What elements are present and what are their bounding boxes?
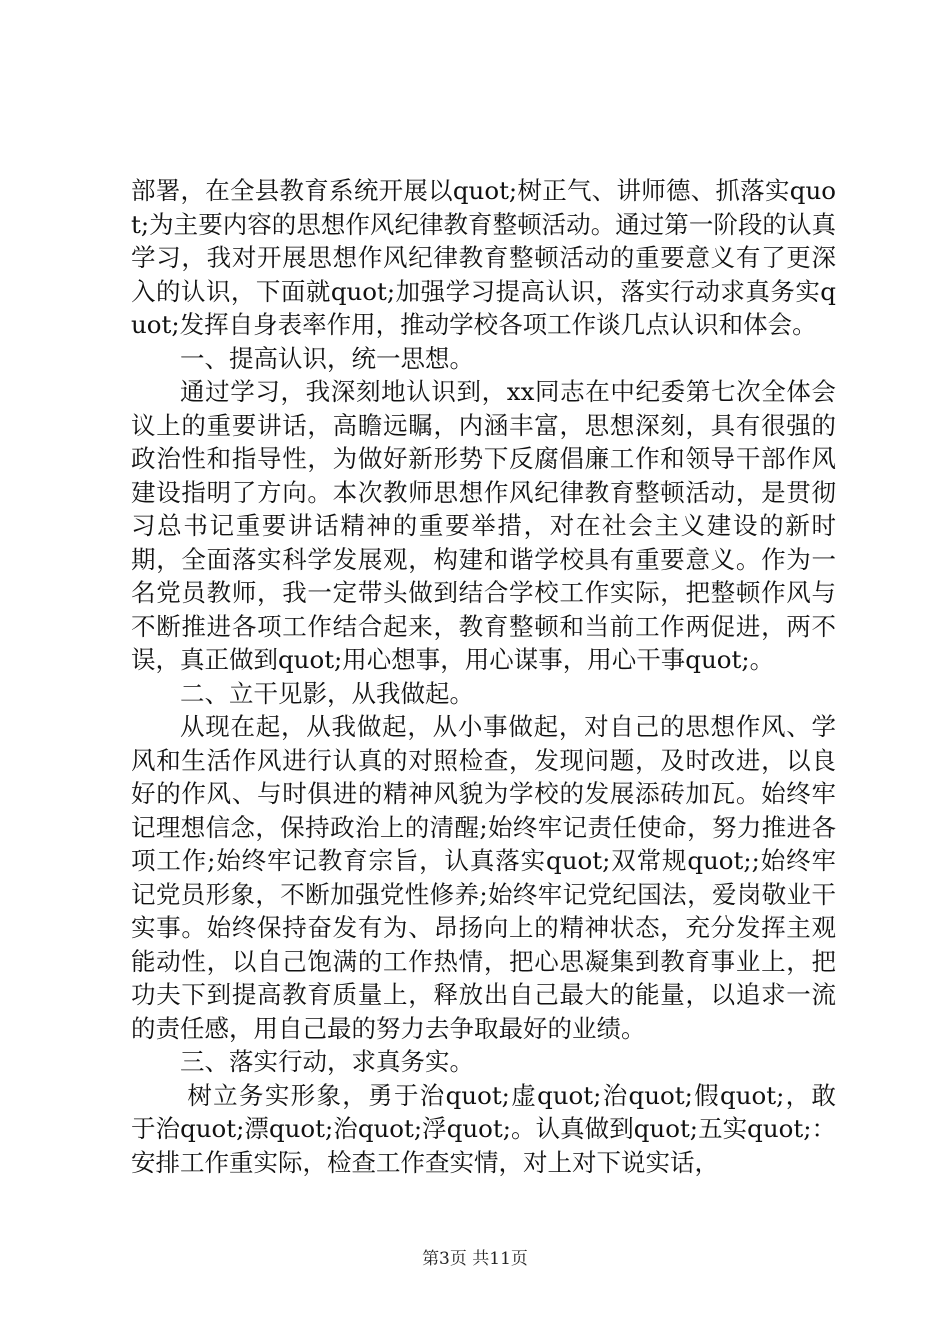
page-number-footer: 第3页 共11页 xyxy=(422,1249,528,1269)
paragraph-section-1: 通过学习，我深刻地认识到，xx同志在中纪委第七次全体会议上的重要讲话，高瞻远瞩，内涵丰富，思想深刻，具有很强的政治性和指导性，为做好新形势下反腐倡廉工作和领导干部作风建设指明了方向。本次教师思想作风纪律教育整顿活动，是贯彻习总书记重要讲话精神的重要举措，对在社会主义建设的新时期，全面落实科学发展观，构建和谐学校具有重要意义。作为一名党员教师，我一定带头做到结合学校工作实际，把整顿作风与不断推进各项工作结合起来，教育整顿和当前工作两促进，两不误，真正做到quot;用心想事，用心谋事，用心干事quot;。 xyxy=(131,377,836,674)
paragraph-section-2: 从现在起，从我做起，从小事做起，对自己的思想作风、学风和生活作风进行认真的对照检查，发现问题，及时改进，以良好的作风、与时俱进的精神风貌为学校的发展添砖加瓦。始终牢记理想信念，保持政治上的清醒;始终牢记责任使命，努力推进各项工作;始终牢记教育宗旨，认真落实quot;双常规quot;;始终牢记党员形象，不断加强党性修养;始终牢记党纪国法，爱岗敬业干实事。始终保持奋发有为、昂扬向上的精神状态，充分发挥主观能动性，以自己饱满的工作热情，把心思凝集到教育事业上，把功夫下到提高教育质量上，释放出自己最大的能量，以追求一流的责任感，用自己最的努力去争取最好的业绩。 xyxy=(131,712,836,1043)
section-heading-2: 二、立干见影，从我做起。 xyxy=(180,678,474,708)
paragraph-section-3: 树立务实形象，勇于治quot;虚quot;治quot;假quot;，敢于治quot;漂quot;治quot;浮quot;。认真做到quot;五实quot;：安排工作重实际，检查工作查实情，对上对下说实话， xyxy=(131,1080,836,1177)
paragraph-intro: 部署，在全县教育系统开展以quot;树正气、讲师德、抓落实quot;为主要内容的思想作风纪律教育整顿活动。通过第一阶段的认真学习，我对开展思想作风纪律教育整顿活动的重要意义有了更深入的认识，下面就quot;加强学习提高认识，落实行动求真务实quot;发挥自身表率作用，推动学校各项工作谈几点认识和体会。 xyxy=(131,176,836,339)
document-body xyxy=(131,174,836,1179)
section-heading-3: 三、落实行动，求真务实。 xyxy=(180,1047,474,1076)
section-heading-1: 一、提高认识，统一思想。 xyxy=(180,343,474,373)
